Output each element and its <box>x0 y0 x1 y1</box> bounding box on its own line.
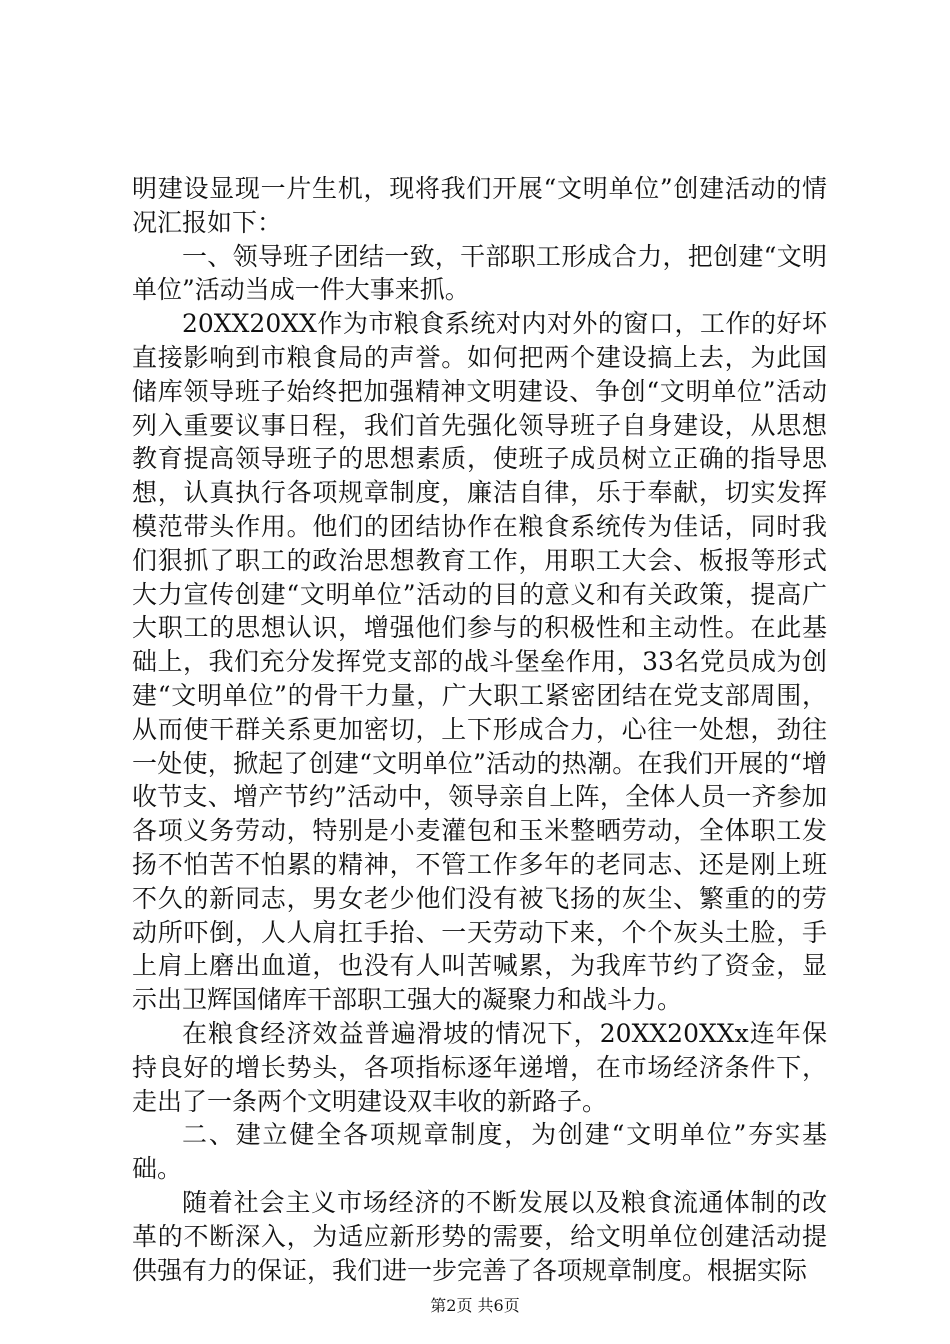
paragraph-body-2: 在粮食经济效益普遍滑坡的情况下，20XX20XXx连年保持良好的增长势头，各项指标逐年递增，在市场经济条件下，走出了一条两个文明建设双丰收的新路子。 <box>132 1018 827 1116</box>
paragraph-continuation: 明建设显现一片生机，现将我们开展“文明单位”创建活动的情况汇报如下： <box>132 174 827 237</box>
document-body <box>132 172 827 1287</box>
paragraph-body-1: 20XX20XX作为市粮食系统对内对外的窗口，工作的好坏直接影响到市粮食局的声誉。如何把两个建设搞上去，为此国储库领导班子始终把加强精神文明建设、争创“文明单位”活动列入重要议事日程，我们首先强化领导班子自身建设，从思想教育提高领导班子的思想素质，使班子成员树立正确的指导思想，认真执行各项规章制度，廉洁自律，乐于奉献，切实发挥模范带头作用。他们的团结协作在粮食系统传为佳话，同时我们狠抓了职工的政治思想教育工作，用职工大会、板报等形式大力宣传创建“文明单位”活动的目的意义和有关政策，提高广大职工的思想认识，增强他们参与的积极性和主动性。在此基础上，我们充分发挥党支部的战斗堡垒作用，33名党员成为创建“文明单位”的骨干力量，广大职工紧密团结在党支部周围，从而使干群关系更加密切，上下形成合力，心往一处想，劲往一处使，掀起了创建“文明单位”活动的热潮。在我们开展的“增收节支、增产节约”活动中，领导亲自上阵，全体人员一齐参加各项义务劳动，特别是小麦灌包和玉米整晒劳动，全体职工发扬不怕苦不怕累的精神，不管工作多年的老同志、还是刚上班不久的新同志，男女老少他们没有被飞扬的灰尘、繁重的的劳动所吓倒，人人肩扛手抬、一天劳动下来，个个灰头土脸，手上肩上磨出血道，也没有人叫苦喊累，为我库节约了资金，显示出卫辉国储库干部职工强大的凝聚力和战斗力。 <box>132 309 827 1015</box>
section-heading-2: 二、建立健全各项规章制度，为创建“文明单位”夯实基础。 <box>132 1120 827 1184</box>
section-heading-1: 一、领导班子团结一致，干部职工形成合力，把创建“文明单位”活动当成一件大事来抓。 <box>132 241 827 305</box>
paragraph-body-3: 随着社会主义市场经济的不断发展以及粮食流通体制的改革的不断深入，为适应新形势的需要，给文明单位创建活动提供强有力的保证，我们进一步完善了各项规章制度。根据实际 <box>132 1187 827 1285</box>
page-footer: 第2页 共6页 <box>430 1296 520 1315</box>
